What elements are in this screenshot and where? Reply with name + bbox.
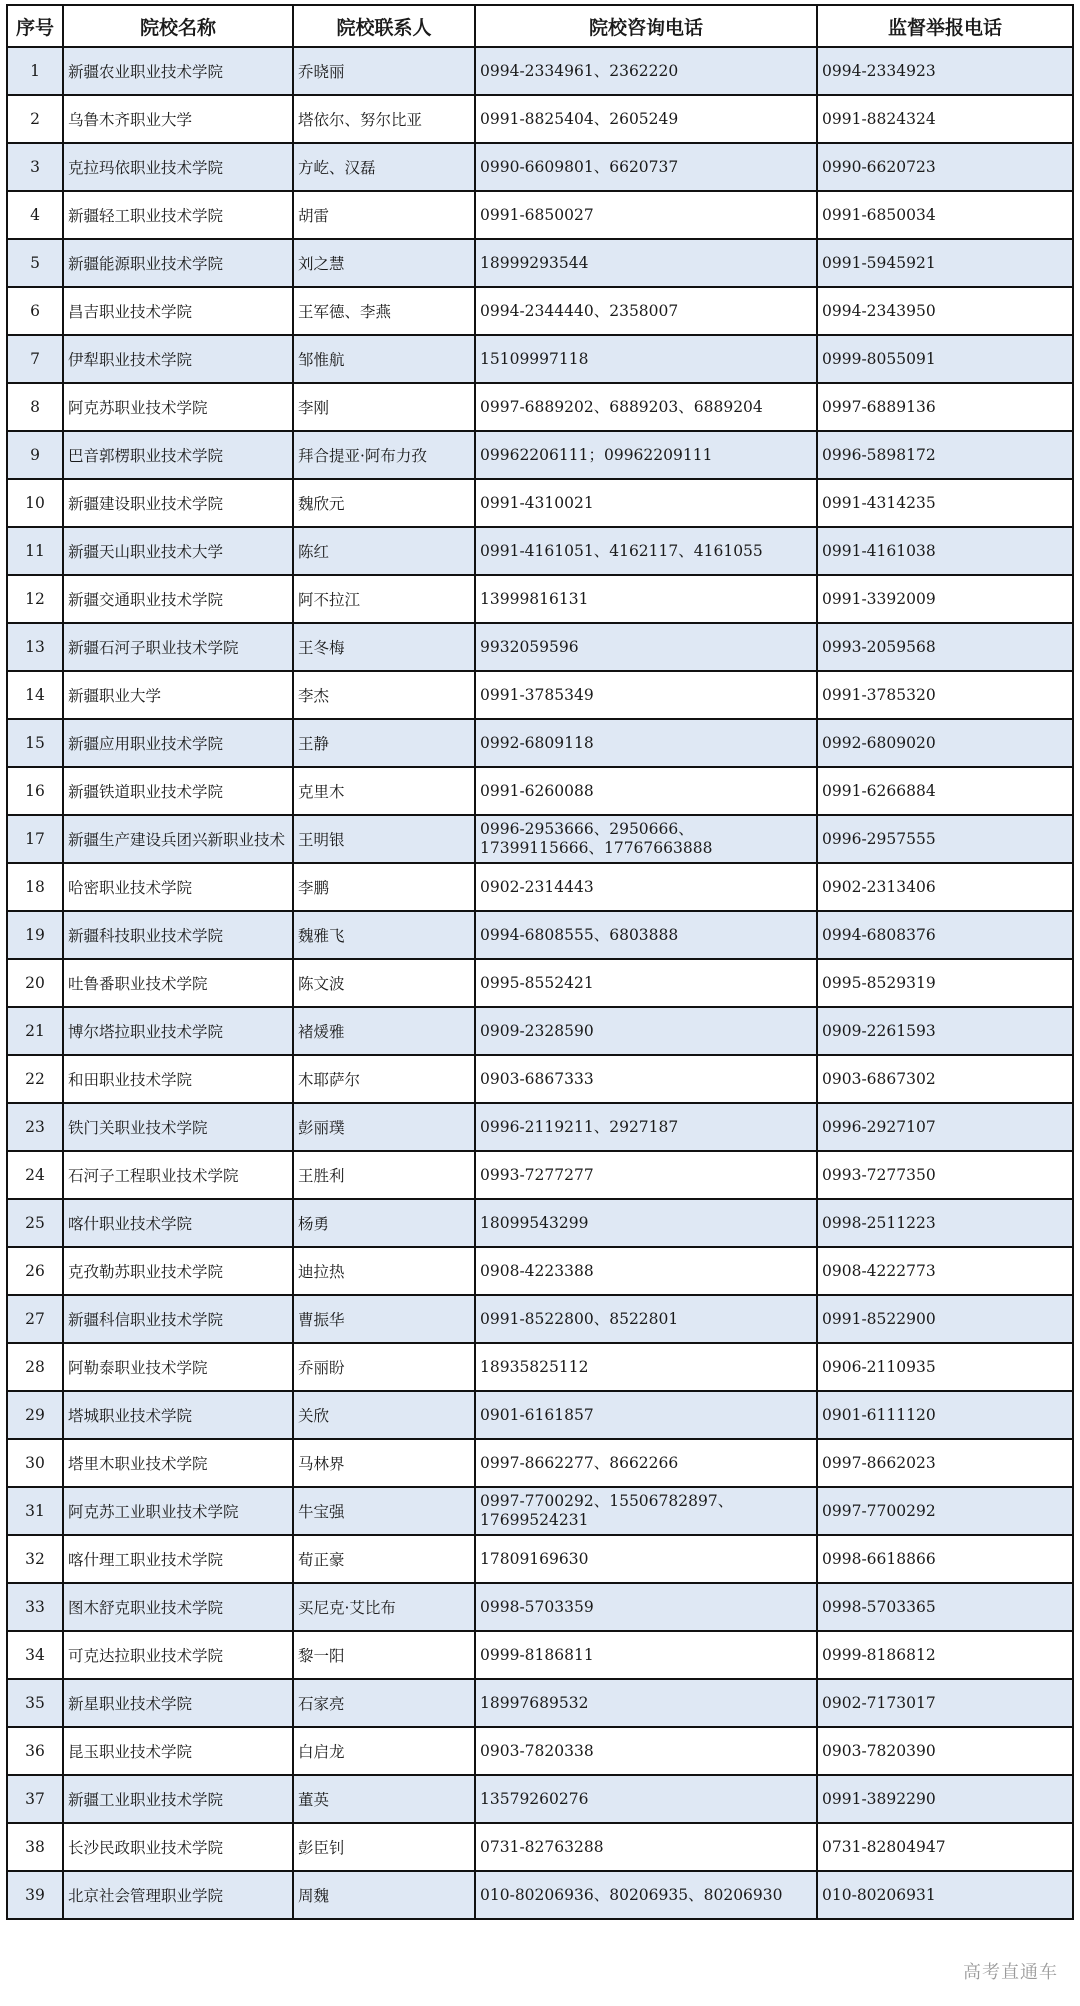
cell-school-name: 新疆交通职业技术学院 [63, 575, 293, 623]
cell-contact-person: 李杰 [293, 671, 475, 719]
table-row [7, 1631, 1073, 1679]
cell-consult-phone: 0991-3785349 [475, 671, 817, 719]
cell-report-phone: 0995-8529319 [817, 959, 1073, 1007]
cell-contact-person: 木耶萨尔 [293, 1055, 475, 1103]
cell-school-name: 新疆工业职业技术学院 [63, 1775, 293, 1823]
cell-consult-phone: 13999816131 [475, 575, 817, 623]
cell-index: 17 [7, 815, 63, 863]
table-row [7, 1535, 1073, 1583]
table-row [7, 671, 1073, 719]
cell-contact-person: 克里木 [293, 767, 475, 815]
cell-contact-person: 曹振华 [293, 1295, 475, 1343]
table-row [7, 1007, 1073, 1055]
cell-consult-phone: 9932059596 [475, 623, 817, 671]
cell-index: 33 [7, 1583, 63, 1631]
cell-report-phone: 0991-4161038 [817, 527, 1073, 575]
cell-contact-person: 阿不拉江 [293, 575, 475, 623]
cell-school-name: 新疆应用职业技术学院 [63, 719, 293, 767]
cell-school-name: 北京社会管理职业学院 [63, 1871, 293, 1919]
cell-consult-phone: 18099543299 [475, 1199, 817, 1247]
cell-contact-person: 乔晓丽 [293, 47, 475, 95]
cell-report-phone: 0991-3892290 [817, 1775, 1073, 1823]
cell-index: 18 [7, 863, 63, 911]
cell-school-name: 昆玉职业技术学院 [63, 1727, 293, 1775]
table-row [7, 527, 1073, 575]
cell-consult-phone: 18997689532 [475, 1679, 817, 1727]
table-row [7, 575, 1073, 623]
cell-school-name: 博尔塔拉职业技术学院 [63, 1007, 293, 1055]
cell-report-phone: 0991-4314235 [817, 479, 1073, 527]
cell-contact-person: 王冬梅 [293, 623, 475, 671]
cell-index: 4 [7, 191, 63, 239]
cell-report-phone: 0993-7277350 [817, 1151, 1073, 1199]
cell-contact-person: 黎一阳 [293, 1631, 475, 1679]
cell-consult-phone: 18935825112 [475, 1343, 817, 1391]
cell-contact-person: 彭臣钊 [293, 1823, 475, 1871]
cell-contact-person: 杨勇 [293, 1199, 475, 1247]
cell-report-phone: 0999-8055091 [817, 335, 1073, 383]
cell-consult-phone: 0992-6809118 [475, 719, 817, 767]
cell-school-name: 阿克苏职业技术学院 [63, 383, 293, 431]
cell-contact-person: 王静 [293, 719, 475, 767]
cell-consult-phone: 0903-6867333 [475, 1055, 817, 1103]
cell-contact-person: 王明银 [293, 815, 475, 863]
cell-index: 39 [7, 1871, 63, 1919]
cell-contact-person: 陈文波 [293, 959, 475, 1007]
cell-contact-person: 王胜利 [293, 1151, 475, 1199]
cell-school-name: 图木舒克职业技术学院 [63, 1583, 293, 1631]
cell-consult-phone: 17809169630 [475, 1535, 817, 1583]
cell-consult-phone: 0909-2328590 [475, 1007, 817, 1055]
cell-report-phone: 0997-6889136 [817, 383, 1073, 431]
cell-school-name: 新疆能源职业技术学院 [63, 239, 293, 287]
table-row [7, 431, 1073, 479]
cell-school-name: 塔城职业技术学院 [63, 1391, 293, 1439]
cell-consult-phone: 0731-82763288 [475, 1823, 817, 1871]
cell-consult-phone: 0990-6609801、6620737 [475, 143, 817, 191]
cell-index: 12 [7, 575, 63, 623]
table-row [7, 1487, 1073, 1535]
cell-contact-person: 白启龙 [293, 1727, 475, 1775]
header-school: 院校名称 [63, 5, 293, 47]
cell-report-phone: 0996-5898172 [817, 431, 1073, 479]
cell-school-name: 新疆生产建设兵团兴新职业技术 [63, 815, 293, 863]
cell-report-phone: 0731-82804947 [817, 1823, 1073, 1871]
table-row [7, 1295, 1073, 1343]
cell-index: 28 [7, 1343, 63, 1391]
header-consult-phone: 院校咨询电话 [475, 5, 817, 47]
cell-consult-phone: 0997-6889202、6889203、6889204 [475, 383, 817, 431]
cell-consult-phone: 0991-6850027 [475, 191, 817, 239]
cell-consult-phone: 0991-4161051、4162117、4161055 [475, 527, 817, 575]
cell-consult-phone: 0991-6260088 [475, 767, 817, 815]
cell-report-phone: 0996-2957555 [817, 815, 1073, 863]
cell-index: 10 [7, 479, 63, 527]
cell-school-name: 克孜勒苏职业技术学院 [63, 1247, 293, 1295]
header-index: 序号 [7, 5, 63, 47]
cell-report-phone: 0998-5703365 [817, 1583, 1073, 1631]
cell-index: 38 [7, 1823, 63, 1871]
table-row [7, 1823, 1073, 1871]
cell-report-phone: 0997-7700292 [817, 1487, 1073, 1535]
cell-index: 25 [7, 1199, 63, 1247]
cell-report-phone: 0902-2313406 [817, 863, 1073, 911]
cell-school-name: 新疆科信职业技术学院 [63, 1295, 293, 1343]
cell-consult-phone: 0997-8662277、8662266 [475, 1439, 817, 1487]
cell-school-name: 伊犁职业技术学院 [63, 335, 293, 383]
cell-index: 35 [7, 1679, 63, 1727]
cell-report-phone: 0994-2334923 [817, 47, 1073, 95]
cell-school-name: 哈密职业技术学院 [63, 863, 293, 911]
cell-report-phone: 0902-7173017 [817, 1679, 1073, 1727]
cell-contact-person: 李鹏 [293, 863, 475, 911]
cell-consult-phone: 09962206111；09962209111 [475, 431, 817, 479]
contact-table-sheet [6, 4, 1072, 2000]
cell-contact-person: 李刚 [293, 383, 475, 431]
cell-contact-person: 褚煖雅 [293, 1007, 475, 1055]
cell-consult-phone: 13579260276 [475, 1775, 817, 1823]
cell-report-phone: 0991-3392009 [817, 575, 1073, 623]
cell-school-name: 长沙民政职业技术学院 [63, 1823, 293, 1871]
cell-index: 23 [7, 1103, 63, 1151]
table-body [7, 47, 1073, 1919]
table-row [7, 191, 1073, 239]
cell-report-phone: 0994-6808376 [817, 911, 1073, 959]
table-row [7, 47, 1073, 95]
cell-contact-person: 刘之慧 [293, 239, 475, 287]
cell-consult-phone: 0991-8522800、8522801 [475, 1295, 817, 1343]
cell-consult-phone: 0902-2314443 [475, 863, 817, 911]
cell-contact-person: 牛宝强 [293, 1487, 475, 1535]
cell-index: 36 [7, 1727, 63, 1775]
cell-consult-phone: 0901-6161857 [475, 1391, 817, 1439]
cell-index: 11 [7, 527, 63, 575]
cell-report-phone: 0909-2261593 [817, 1007, 1073, 1055]
cell-report-phone: 0990-6620723 [817, 143, 1073, 191]
school-contact-table [6, 4, 1074, 1920]
table-row [7, 1151, 1073, 1199]
table-row [7, 239, 1073, 287]
cell-consult-phone: 0908-4223388 [475, 1247, 817, 1295]
cell-school-name: 新疆石河子职业技术学院 [63, 623, 293, 671]
cell-contact-person: 周魏 [293, 1871, 475, 1919]
cell-contact-person: 魏欣元 [293, 479, 475, 527]
table-row [7, 383, 1073, 431]
cell-index: 22 [7, 1055, 63, 1103]
cell-report-phone: 0998-2511223 [817, 1199, 1073, 1247]
table-row [7, 767, 1073, 815]
cell-report-phone: 0992-6809020 [817, 719, 1073, 767]
cell-school-name: 吐鲁番职业技术学院 [63, 959, 293, 1007]
cell-contact-person: 彭丽璞 [293, 1103, 475, 1151]
cell-index: 19 [7, 911, 63, 959]
cell-report-phone: 010-80206931 [817, 1871, 1073, 1919]
cell-contact-person: 胡雷 [293, 191, 475, 239]
cell-consult-phone: 0994-2344440、2358007 [475, 287, 817, 335]
cell-consult-phone: 0997-7700292、15506782897、17699524231 [475, 1487, 817, 1535]
table-row [7, 1055, 1073, 1103]
table-row [7, 335, 1073, 383]
cell-school-name: 乌鲁木齐职业大学 [63, 95, 293, 143]
cell-contact-person: 买尼克·艾比布 [293, 1583, 475, 1631]
cell-index: 7 [7, 335, 63, 383]
cell-index: 15 [7, 719, 63, 767]
table-row [7, 1199, 1073, 1247]
table-row [7, 623, 1073, 671]
cell-index: 8 [7, 383, 63, 431]
cell-school-name: 新疆科技职业技术学院 [63, 911, 293, 959]
cell-school-name: 铁门关职业技术学院 [63, 1103, 293, 1151]
cell-index: 29 [7, 1391, 63, 1439]
cell-school-name: 石河子工程职业技术学院 [63, 1151, 293, 1199]
cell-contact-person: 马林界 [293, 1439, 475, 1487]
table-row [7, 959, 1073, 1007]
cell-index: 5 [7, 239, 63, 287]
table-row [7, 1391, 1073, 1439]
table-row [7, 1103, 1073, 1151]
cell-report-phone: 0996-2927107 [817, 1103, 1073, 1151]
cell-index: 20 [7, 959, 63, 1007]
cell-index: 13 [7, 623, 63, 671]
table-row [7, 1439, 1073, 1487]
cell-consult-phone: 0903-7820338 [475, 1727, 817, 1775]
cell-school-name: 新疆建设职业技术学院 [63, 479, 293, 527]
cell-index: 32 [7, 1535, 63, 1583]
cell-report-phone: 0906-2110935 [817, 1343, 1073, 1391]
cell-consult-phone: 0999-8186811 [475, 1631, 817, 1679]
table-row [7, 1775, 1073, 1823]
cell-consult-phone: 18999293544 [475, 239, 817, 287]
cell-report-phone: 0997-8662023 [817, 1439, 1073, 1487]
cell-index: 30 [7, 1439, 63, 1487]
table-row [7, 143, 1073, 191]
cell-report-phone: 0901-6111120 [817, 1391, 1073, 1439]
table-row [7, 1343, 1073, 1391]
cell-index: 37 [7, 1775, 63, 1823]
table-row [7, 1679, 1073, 1727]
table-header-row [7, 5, 1073, 47]
cell-index: 3 [7, 143, 63, 191]
cell-school-name: 巴音郭楞职业技术学院 [63, 431, 293, 479]
cell-school-name: 新疆农业职业技术学院 [63, 47, 293, 95]
watermark: 高考直通车 [963, 1962, 1058, 1983]
cell-consult-phone: 0991-4310021 [475, 479, 817, 527]
cell-report-phone: 0999-8186812 [817, 1631, 1073, 1679]
cell-school-name: 昌吉职业技术学院 [63, 287, 293, 335]
cell-index: 14 [7, 671, 63, 719]
cell-contact-person: 关欣 [293, 1391, 475, 1439]
cell-contact-person: 陈红 [293, 527, 475, 575]
cell-index: 27 [7, 1295, 63, 1343]
table-row [7, 479, 1073, 527]
cell-consult-phone: 0995-8552421 [475, 959, 817, 1007]
cell-school-name: 新疆职业大学 [63, 671, 293, 719]
cell-index: 31 [7, 1487, 63, 1535]
cell-index: 24 [7, 1151, 63, 1199]
cell-school-name: 阿克苏工业职业技术学院 [63, 1487, 293, 1535]
cell-school-name: 可克达拉职业技术学院 [63, 1631, 293, 1679]
cell-report-phone: 0903-6867302 [817, 1055, 1073, 1103]
cell-consult-phone: 0994-2334961、2362220 [475, 47, 817, 95]
cell-school-name: 阿勒泰职业技术学院 [63, 1343, 293, 1391]
cell-contact-person: 荀正豪 [293, 1535, 475, 1583]
cell-consult-phone: 0998-5703359 [475, 1583, 817, 1631]
cell-index: 26 [7, 1247, 63, 1295]
cell-school-name: 新星职业技术学院 [63, 1679, 293, 1727]
cell-report-phone: 0991-8522900 [817, 1295, 1073, 1343]
cell-contact-person: 董英 [293, 1775, 475, 1823]
header-report-phone: 监督举报电话 [817, 5, 1073, 47]
table-row [7, 95, 1073, 143]
cell-school-name: 新疆天山职业技术大学 [63, 527, 293, 575]
cell-contact-person: 石家亮 [293, 1679, 475, 1727]
cell-index: 21 [7, 1007, 63, 1055]
cell-consult-phone: 0993-7277277 [475, 1151, 817, 1199]
cell-report-phone: 0991-3785320 [817, 671, 1073, 719]
cell-report-phone: 0908-4222773 [817, 1247, 1073, 1295]
cell-school-name: 喀什职业技术学院 [63, 1199, 293, 1247]
header-contact: 院校联系人 [293, 5, 475, 47]
cell-report-phone: 0991-5945921 [817, 239, 1073, 287]
cell-index: 6 [7, 287, 63, 335]
table-row [7, 719, 1073, 767]
cell-consult-phone: 0996-2953666、2950666、17399115666、17767663888 [475, 815, 817, 863]
cell-school-name: 新疆铁道职业技术学院 [63, 767, 293, 815]
cell-consult-phone: 010-80206936、80206935、80206930 [475, 1871, 817, 1919]
cell-report-phone: 0991-6266884 [817, 767, 1073, 815]
table-row [7, 911, 1073, 959]
cell-contact-person: 方屹、汉磊 [293, 143, 475, 191]
cell-school-name: 和田职业技术学院 [63, 1055, 293, 1103]
cell-index: 1 [7, 47, 63, 95]
cell-contact-person: 乔丽盼 [293, 1343, 475, 1391]
table-row [7, 1247, 1073, 1295]
cell-report-phone: 0991-6850034 [817, 191, 1073, 239]
cell-index: 16 [7, 767, 63, 815]
cell-school-name: 新疆轻工职业技术学院 [63, 191, 293, 239]
cell-consult-phone: 0996-2119211、2927187 [475, 1103, 817, 1151]
cell-consult-phone: 15109997118 [475, 335, 817, 383]
cell-index: 9 [7, 431, 63, 479]
cell-report-phone: 0994-2343950 [817, 287, 1073, 335]
cell-report-phone: 0991-8824324 [817, 95, 1073, 143]
cell-school-name: 克拉玛依职业技术学院 [63, 143, 293, 191]
table-row [7, 863, 1073, 911]
table-row [7, 1871, 1073, 1919]
cell-contact-person: 塔依尔、努尔比亚 [293, 95, 475, 143]
cell-report-phone: 0903-7820390 [817, 1727, 1073, 1775]
cell-consult-phone: 0991-8825404、2605249 [475, 95, 817, 143]
cell-school-name: 喀什理工职业技术学院 [63, 1535, 293, 1583]
table-row [7, 1583, 1073, 1631]
cell-contact-person: 拜合提亚·阿布力孜 [293, 431, 475, 479]
table-row [7, 1727, 1073, 1775]
table-row [7, 815, 1073, 863]
cell-report-phone: 0998-6618866 [817, 1535, 1073, 1583]
cell-contact-person: 邹惟航 [293, 335, 475, 383]
cell-index: 34 [7, 1631, 63, 1679]
cell-contact-person: 王军德、李燕 [293, 287, 475, 335]
cell-contact-person: 魏雅飞 [293, 911, 475, 959]
cell-index: 2 [7, 95, 63, 143]
cell-contact-person: 迪拉热 [293, 1247, 475, 1295]
cell-report-phone: 0993-2059568 [817, 623, 1073, 671]
table-row [7, 287, 1073, 335]
cell-school-name: 塔里木职业技术学院 [63, 1439, 293, 1487]
cell-consult-phone: 0994-6808555、6803888 [475, 911, 817, 959]
